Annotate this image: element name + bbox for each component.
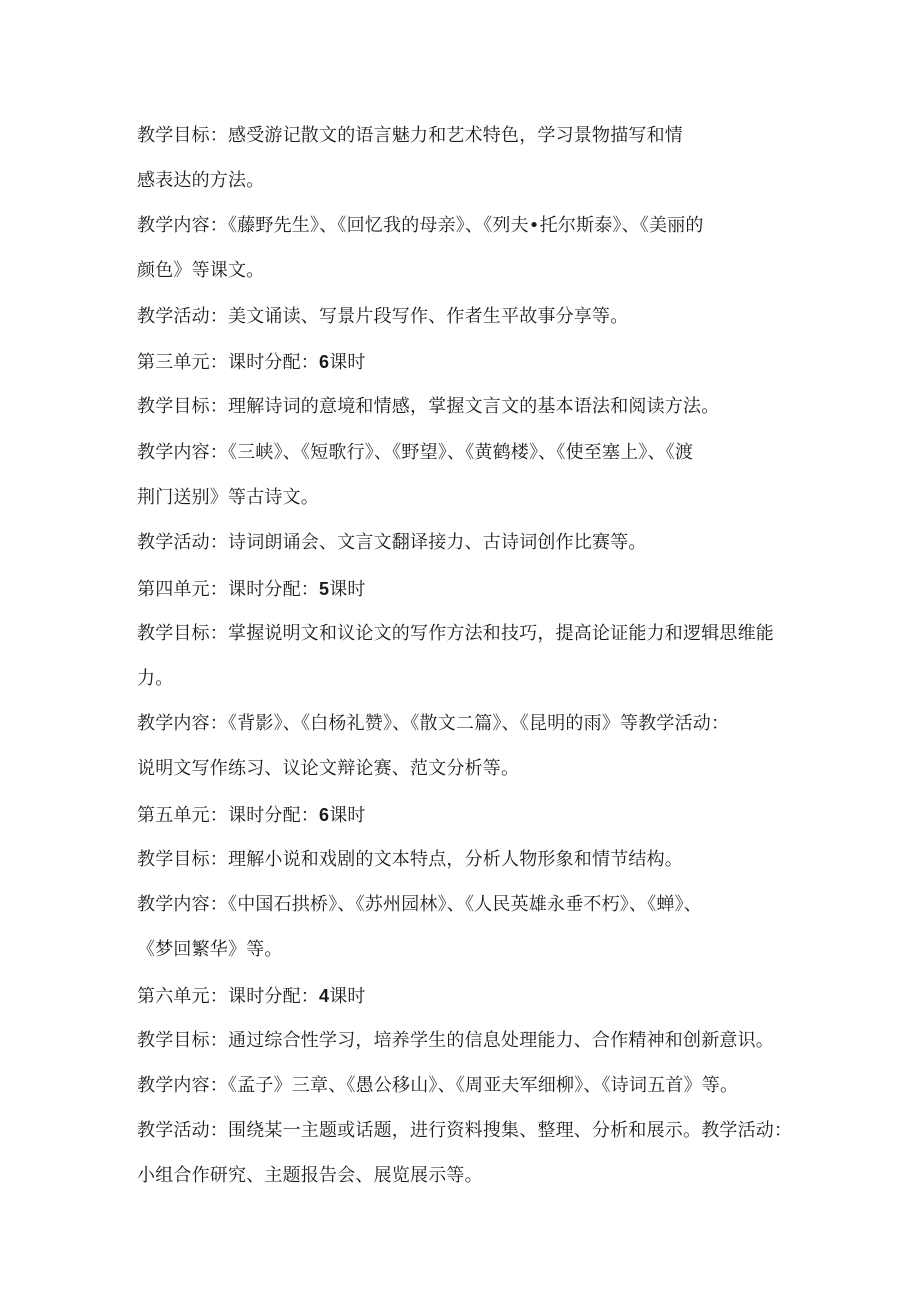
unit-hours: 4 — [319, 986, 330, 1006]
text-line: 颜色》等课文。 — [137, 260, 265, 281]
text-line: 教学目标：感受游记散文的语言魅力和艺术特色，学习景物描写和情 — [137, 125, 683, 146]
text-line: 《梦回繁华》等。 — [137, 939, 283, 960]
unit-heading-4 — [137, 576, 366, 603]
unit-heading-suffix: 课时 — [329, 352, 366, 373]
text-line: 教学内容：《背影》、《白杨礼赞》、《散文二篇》、《昆明的雨》等教学活动： — [137, 713, 730, 734]
text-line: 教学目标：理解诗词的意境和情感，掌握文言文的基本语法和阅读方法。 — [137, 396, 720, 417]
unit-heading-prefix: 第六单元：课时分配： — [137, 986, 319, 1007]
unit-heading-prefix: 第三单元：课时分配： — [137, 352, 319, 373]
unit-heading-suffix: 课时 — [329, 579, 366, 600]
text-line: 教学内容：《中国石拱桥》、《苏州园林》、《人民英雄永垂不朽》、《蝉》、 — [137, 894, 702, 915]
text-line: 教学内容：《孟子》三章、《愚公移山》、《周亚夫军细柳》、《诗词五首》等。 — [137, 1075, 739, 1096]
unit-heading-prefix: 第五单元：课时分配： — [137, 805, 319, 826]
text-line: 小组合作研究、主题报告会、展览展示等。 — [137, 1165, 483, 1186]
unit-hours: 5 — [319, 579, 330, 599]
unit-heading-6 — [137, 983, 366, 1010]
unit-heading-suffix: 课时 — [329, 986, 366, 1007]
text-line: 教学内容：《三峡》、《短歌行》、《野望》、《黄鹤楼》、《使至塞上》、《渡 — [137, 442, 694, 463]
unit-heading-3 — [137, 349, 366, 376]
text-line: 教学目标：掌握说明文和议论文的写作方法和技巧，提高论证能力和逻辑思维能 — [137, 623, 774, 644]
unit-heading-suffix: 课时 — [329, 805, 366, 826]
unit-hours: 6 — [319, 352, 330, 372]
text-line: 感表达的方法。 — [137, 170, 265, 191]
text-line: 教学活动：美文诵读、写景片段写作、作者生平故事分享等。 — [137, 306, 629, 327]
unit-hours: 6 — [319, 805, 330, 825]
text-line: 荆门送别》等古诗文。 — [137, 487, 319, 508]
text-line: 说明文写作练习、议论文辩论赛、范文分析等。 — [137, 758, 520, 779]
text-line: 教学活动：诗词朗诵会、文言文翻译接力、古诗词创作比赛等。 — [137, 532, 647, 553]
text-line: 教学内容：《藤野先生》、《回忆我的母亲》、《列夫•托尔斯泰》、《美丽的 — [137, 215, 704, 236]
text-line: 教学目标：通过综合性学习，培养学生的信息处理能力、合作精神和创新意识。 — [137, 1030, 774, 1051]
unit-heading-prefix: 第四单元：课时分配： — [137, 579, 319, 600]
text-line: 教学活动：围绕某一主题或话题，进行资料搜集、整理、分析和展示。教学活动： — [137, 1120, 793, 1141]
text-line: 教学目标：理解小说和戏剧的文本特点，分析人物形象和情节结构。 — [137, 849, 683, 870]
text-line: 力。 — [137, 668, 174, 689]
unit-heading-5 — [137, 802, 366, 829]
